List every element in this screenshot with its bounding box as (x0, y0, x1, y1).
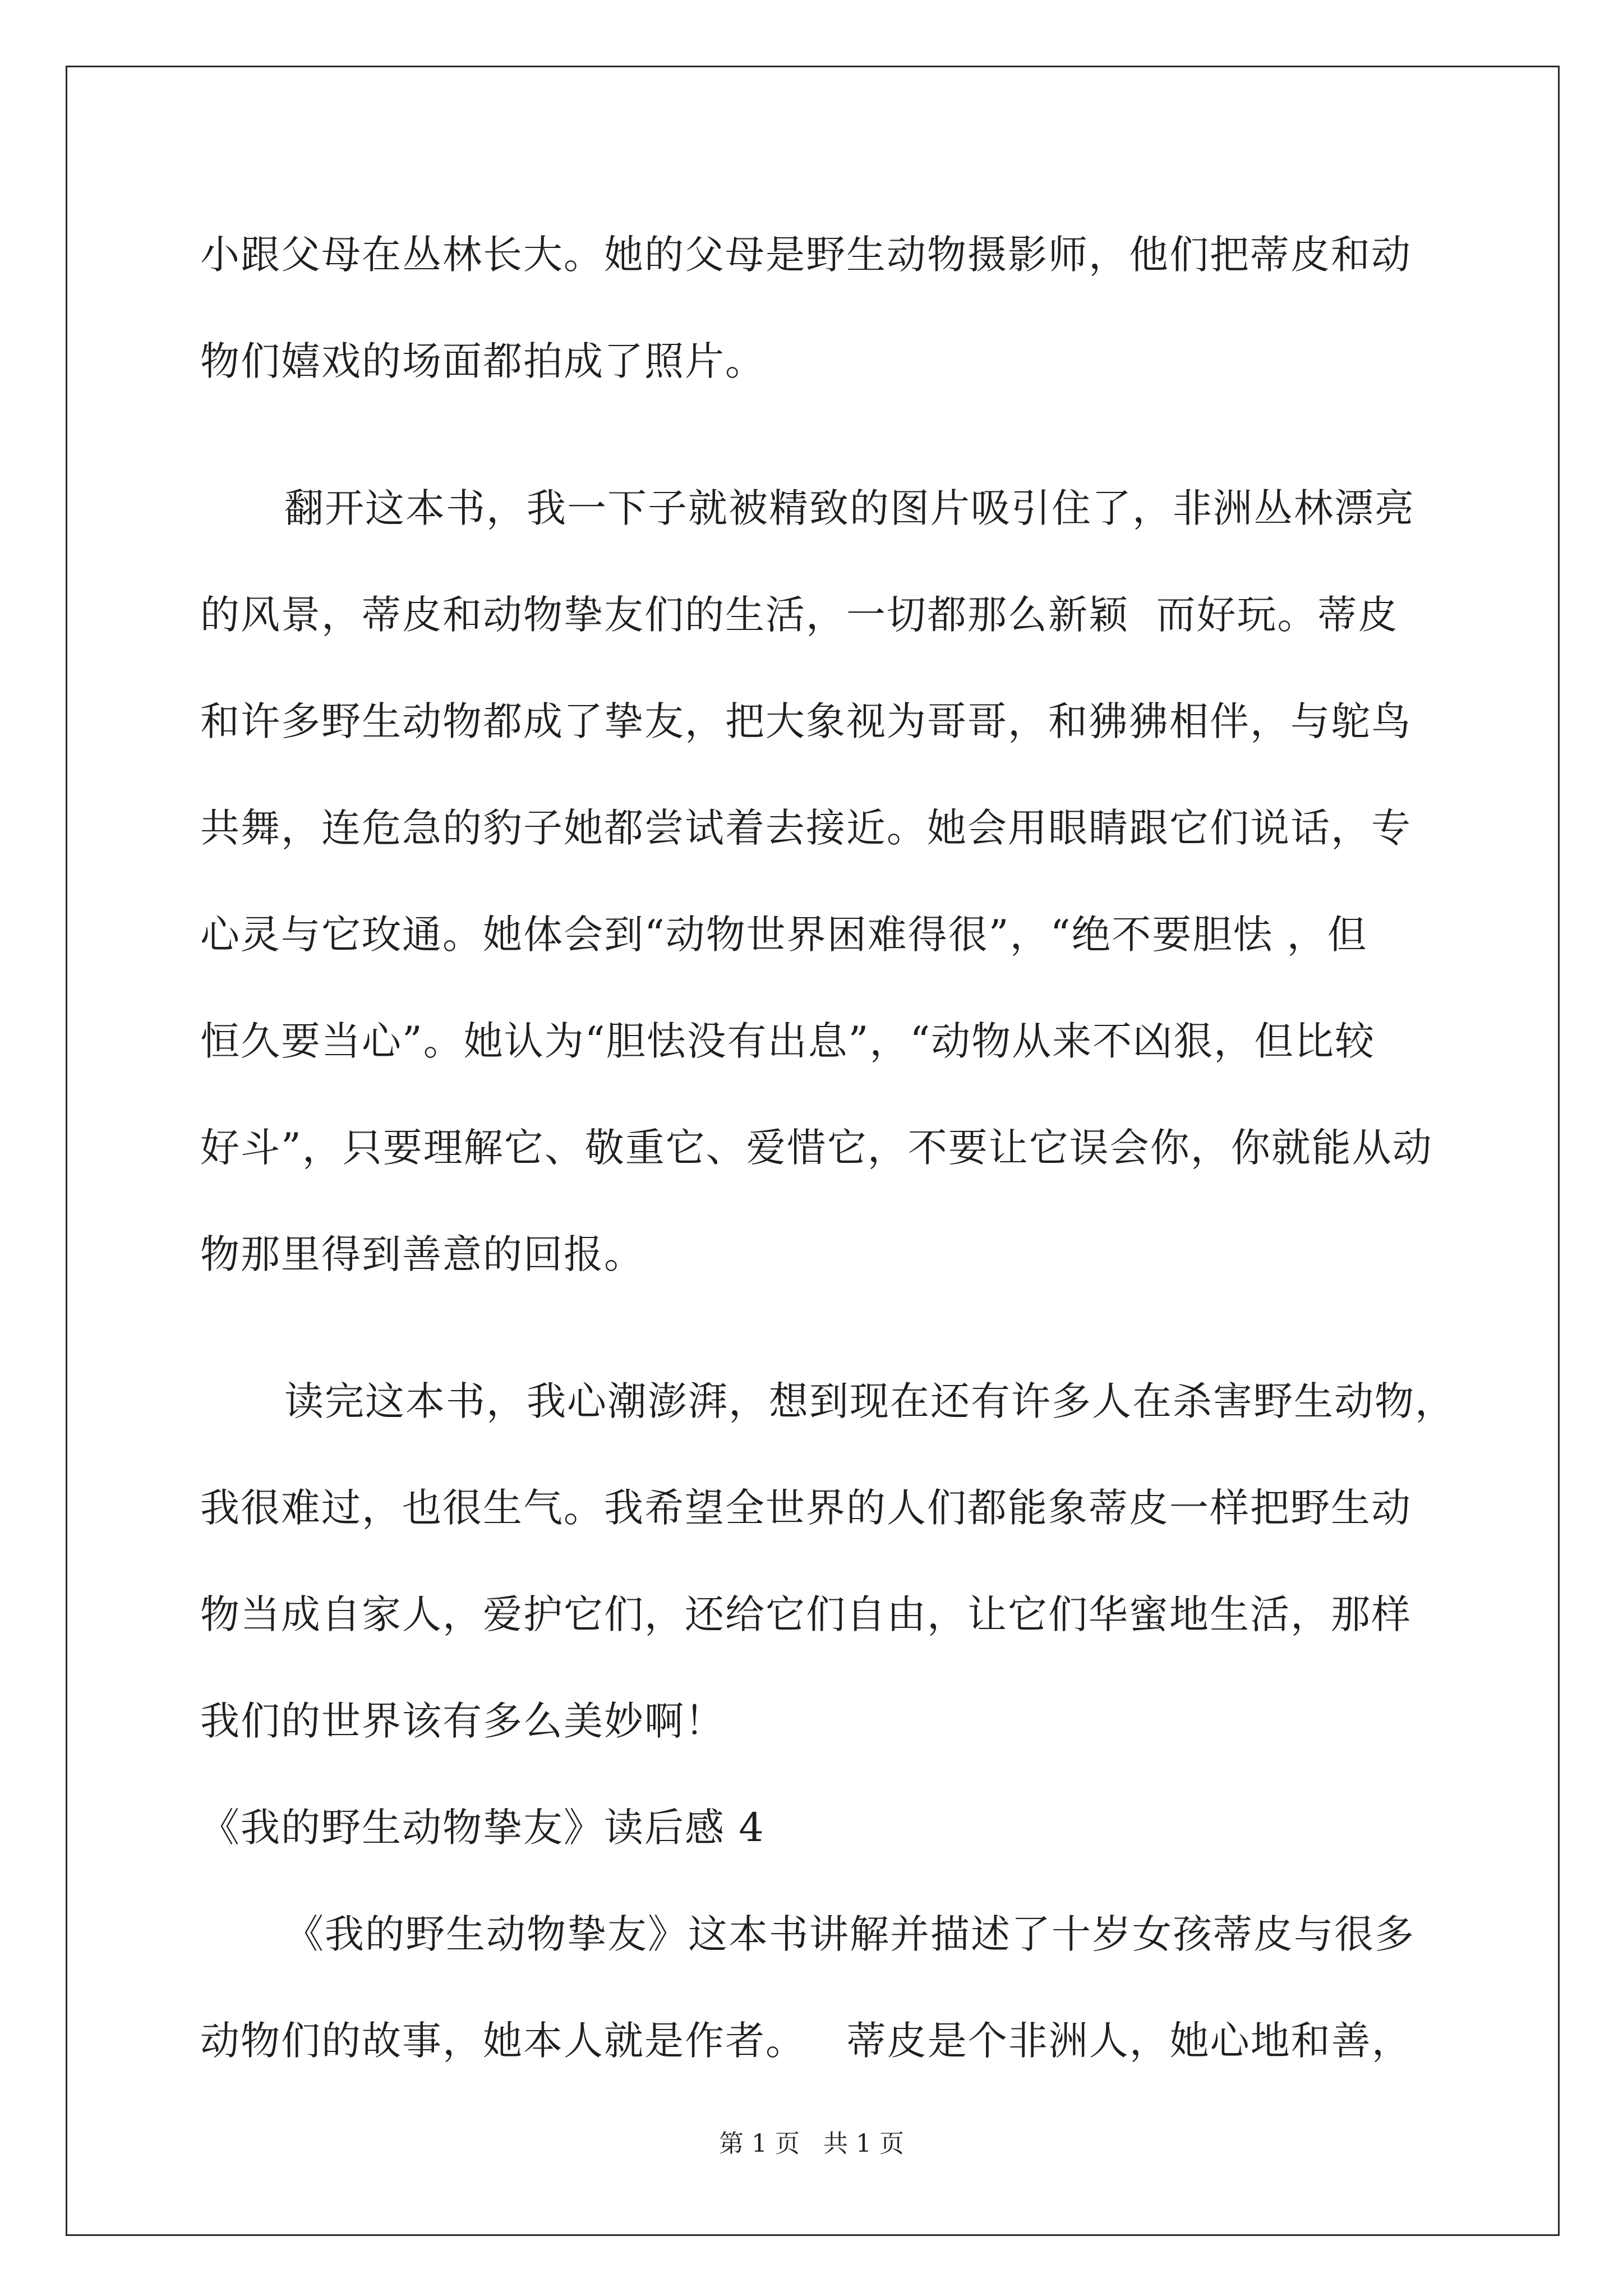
text-line: 小跟父母在丛林长大。她的父母是野生动物摄影师，他们把蒂皮和动 (200, 232, 1412, 278)
text-line: 翻开这本书，我一下子就被精致的图片吸引住了，非洲丛林漂亮 (284, 485, 1415, 531)
text-line: 物那里得到善意的回报。 (200, 1231, 644, 1277)
text-line: 心灵与它玫通。她体会到“动物世界困难得很”，“绝不要胆怯 ，但 (200, 912, 1368, 958)
text-line: 好斗”，只要理解它、敬重它、爱惜它，不要让它误会你，你就能从动 (200, 1125, 1433, 1171)
text-line: 物们嬉戏的场面都拍成了照片。 (200, 338, 766, 384)
text-line: 我们的世界该有多么美妙啊！ (200, 1698, 725, 1744)
text-line: 动物们的故事，她本人就是作者。 蒂皮是个非洲人，她心地和善， (200, 2018, 1412, 2064)
page-footer: 第 1 页 共 1 页 (719, 2129, 904, 2158)
text-line: 物当成自家人，爱护它们，还给它们自由，让它们华蜜地生活，那样 (200, 1591, 1412, 1637)
text-line: 恒久要当心”。她认为“胆怯没有出息”，“动物从来不凶狠，但比较 (200, 1018, 1376, 1064)
text-line: 的风景，蒂皮和动物挚友们的生活，一切都那么新颖 而好玩。蒂皮 (200, 592, 1399, 638)
section-heading: 《我的野生动物挚友》读后感 4 (200, 1805, 765, 1851)
text-line: 读完这本书，我心潮澎湃，想到现在还有许多人在杀害野生动物， (284, 1378, 1455, 1424)
text-line: 《我的野生动物挚友》这本书讲解并描述了十岁女孩蒂皮与很多 (284, 1911, 1415, 1957)
text-line: 我很难过，也很生气。我希望全世界的人们都能象蒂皮一样把野生动 (200, 1485, 1412, 1531)
text-line: 和许多野生动物都成了挚友，把大象视为哥哥，和狒狒相伴，与鸵鸟 (200, 698, 1412, 744)
text-line: 共舞，连危急的豹子她都尝试着去接近。她会用眼睛跟它们说话，专 (200, 805, 1412, 851)
